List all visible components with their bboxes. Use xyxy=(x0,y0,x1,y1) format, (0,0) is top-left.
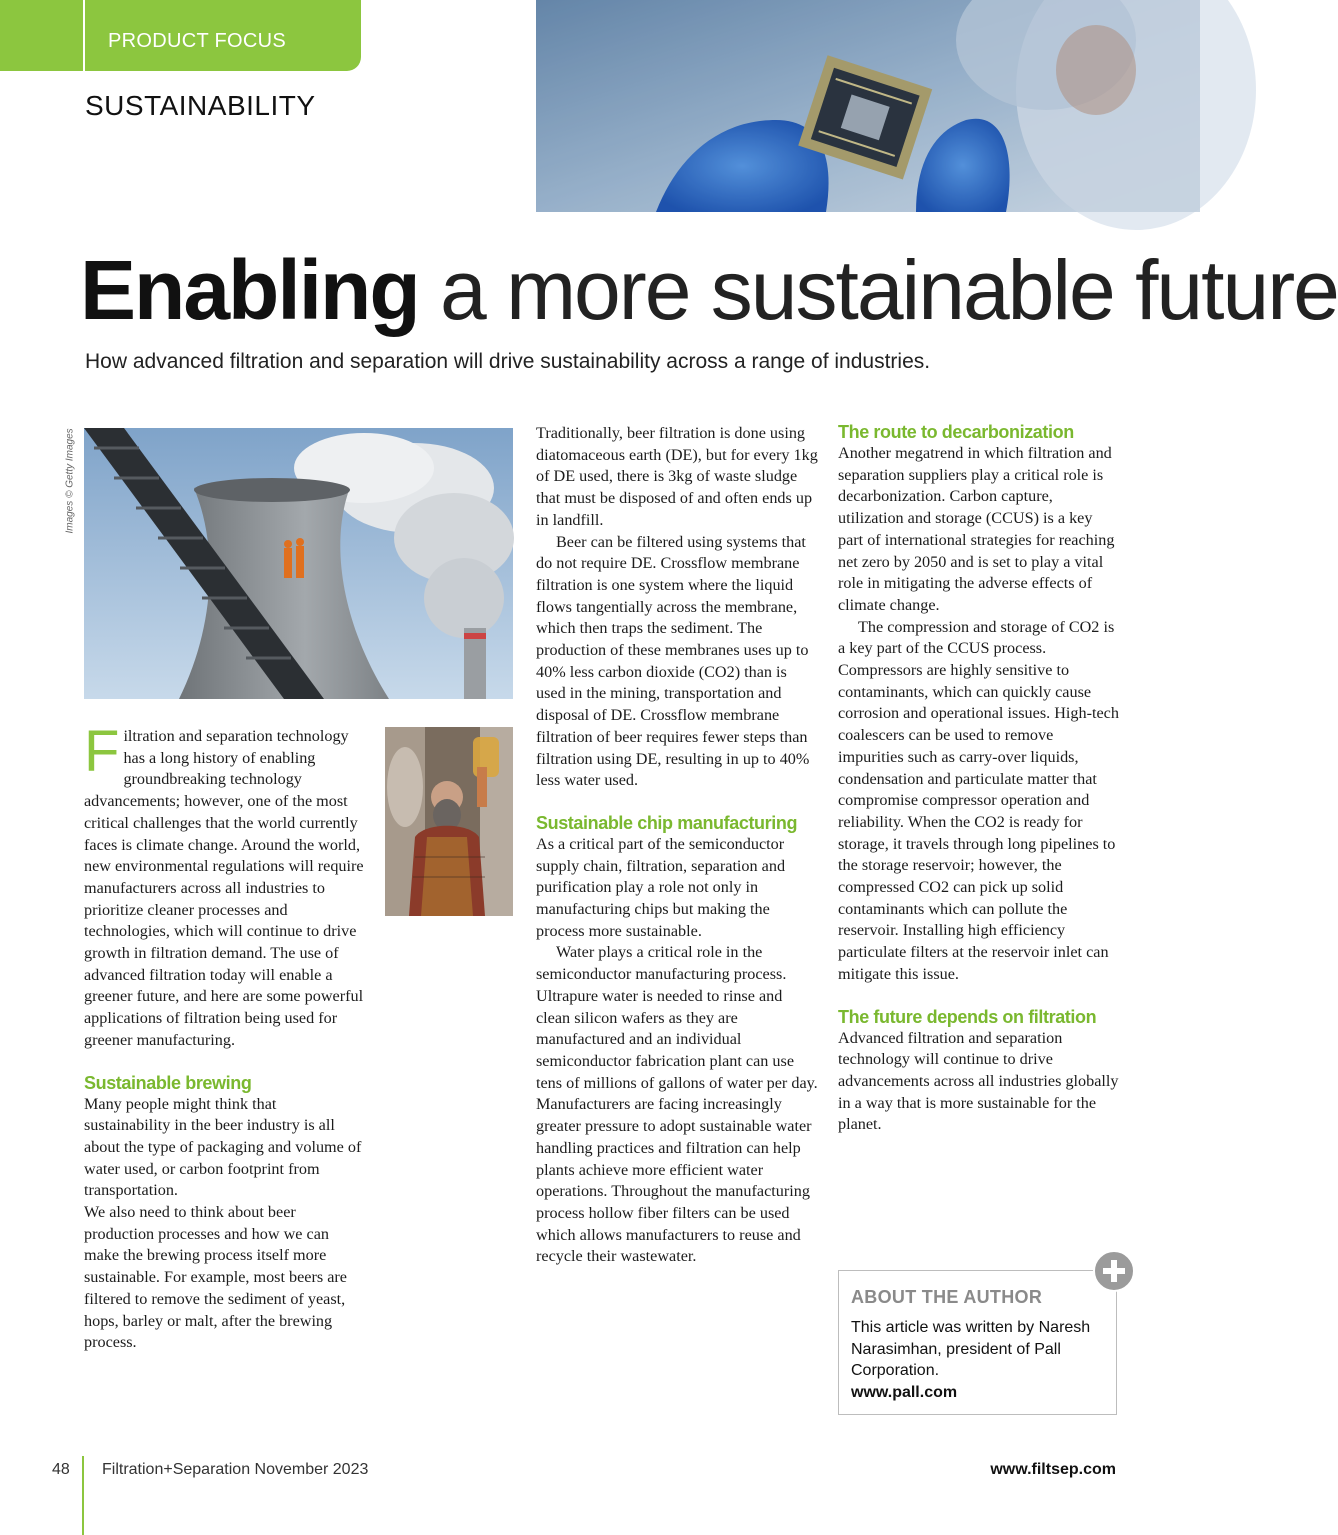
col2-paragraph-2: Beer can be filtered using systems that do not require DE. Crossflow membrane filtration is one system where the liquid flows tangentially across the membrane, which then traps the sediment. The production of these membranes uses up to 40% less carbon dioxide (CO2) than is used in the mining, transportation and disposal of DE. Crossflow membrane filtration of beer requires fewer steps than filtration using DE, resulting in up to 40% less water used. xyxy=(536,532,810,790)
chip-paragraph-1: As a critical part of the semiconductor supply chain, filtration, separation and purification play a role not only in manufacturing chips but making the process more sustainable. xyxy=(536,834,786,940)
hero-image-chip xyxy=(536,0,1200,212)
author-text: This article was written by Naresh Narasimhan, president of Pall Corporation. xyxy=(851,1319,1091,1380)
future-paragraph: Advanced filtration and separation technology will continue to drive advancements across all industries globally in a way that is more sustainable for the planet. xyxy=(838,1028,1119,1134)
decarb-paragraph-1: Another megatrend in which filtration and separation suppliers play a critical role is decarbonization. Carbon capture, utilization and storage (CCUS) is a key part of international strategies for reaching net zero by 2050 and is set to play a vital role in mitigating the adverse effects of climate change. xyxy=(838,444,1115,614)
column-3 xyxy=(838,421,1120,1136)
headline-light: a more sustainable future xyxy=(440,243,1338,337)
author-box-body xyxy=(851,1317,1106,1404)
magazine-issue: Filtration+Separation November 2023 xyxy=(102,1461,369,1478)
tab-divider xyxy=(83,0,85,71)
photo-cooling-tower xyxy=(84,428,513,699)
column-1 xyxy=(84,719,364,1354)
about-author-box xyxy=(838,1270,1117,1415)
brewing-paragraph-1: Many people might think that sustainability in the beer industry is all about the type of packaging and volume of water used, or carbon footprint from transportation. xyxy=(84,1094,362,1200)
drop-cap: F xyxy=(84,719,120,784)
footer-divider xyxy=(82,1456,84,1535)
footer-website-link[interactable]: www.filtsep.com xyxy=(990,1461,1116,1478)
section-tab xyxy=(0,0,361,71)
col2-paragraph-1: Traditionally, beer filtration is done using diatomaceous earth (DE), but for every 1kg of DE used, there is 3kg of waste sludge that must be disposed of and often ends up in landfill. xyxy=(536,424,818,529)
tab-label: PRODUCT FOCUS xyxy=(108,30,286,52)
author-box-title: ABOUT THE AUTHOR xyxy=(851,1287,1043,1307)
intro-text: iltration and separation technology has a long history of enabling groundbreaking technology advancements; however, one of the most critical challenges that the world currently faces is climate change. Around the world, new environmental regulations will require manufacturers across all industries to prioritize cleaner processes and technologies, which will continue to drive growth in filtration demand. The use of advanced filtration today will enable a greener future, and here are some powerful applications of filtration being used for greener manufacturing. xyxy=(84,727,364,1049)
heading-chip-manufacturing: Sustainable chip manufacturing xyxy=(536,812,798,833)
image-credit: Images © Getty Images xyxy=(64,428,76,534)
section-title: SUSTAINABILITY xyxy=(85,90,316,121)
heading-future: The future depends on filtration xyxy=(838,1006,1097,1027)
intro-paragraph xyxy=(84,719,364,1052)
headline-bold: Enabling xyxy=(80,243,419,337)
plus-icon xyxy=(1093,1250,1135,1292)
photo-brewer xyxy=(385,727,513,916)
chip-paragraph-2: Water plays a critical role in the semiconductor manufacturing process. Ultrapure water is needed to rinse and clean silicon wafers as they are manufactured and an individual semiconductor fabrication plant can use tens of millions of gallons of water per day. Manufacturers are facing increasingly greater pressure to adopt sustainable water handling practices and filtration can help plants achieve more efficient water operations. Throughout the manufacturing process hollow fiber filters can be used which allows manufacturers to reuse and recycle their wastewater. xyxy=(536,943,818,1266)
column-2 xyxy=(536,423,818,1268)
article-deck: How advanced filtration and separation will drive sustainability across a range of industries. xyxy=(85,350,931,373)
article-headline xyxy=(80,240,1338,340)
heading-sustainable-brewing: Sustainable brewing xyxy=(84,1072,252,1093)
author-link[interactable]: www.pall.com xyxy=(851,1384,958,1402)
heading-decarbonization: The route to decarbonization xyxy=(838,422,1074,442)
brewing-paragraph-2: We also need to think about beer production processes and how we can make the brewing process itself more sustainable. For example, most beers are filtered to remove the sediment of yeast, hops, barley or malt, after the brewing process. xyxy=(84,1203,347,1352)
page-number: 48 xyxy=(52,1461,70,1478)
decarb-paragraph-2: The compression and storage of CO2 is a key part of the CCUS process. Compressors are highly sensitive to contaminants, which can quickly cause corrosion and operational issues. High-tech coalescers can be used to remove impurities such as carry-over liquids, condensation and particulate matter that compromise compressor operation and reliability. When the CO2 is ready for storage, it travels through long pipelines to the storage reservoir; however, the compressed CO2 can pick up solid contaminants which can pollute the reservoir. Installing high efficiency particulate filters at the reservoir inlet can mitigate this issue. xyxy=(838,617,1119,983)
